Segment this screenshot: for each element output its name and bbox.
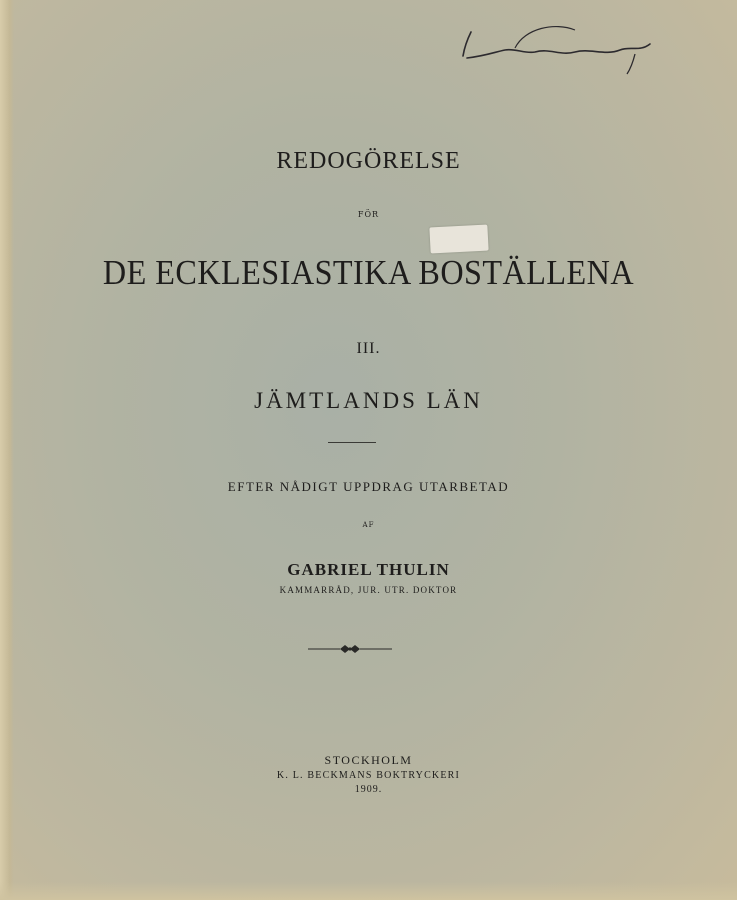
main-title: DE ECKLESIASTIKA BOSTÄLLENA [102,253,635,292]
region-title: JÄMTLANDS LÄN [254,388,483,413]
title-for: FÖR [357,210,380,219]
divider-rule [328,442,376,443]
author-name: GABRIEL THULIN [287,560,450,579]
page-edge-bottom [0,882,737,900]
tape-patch [429,225,488,254]
ornament-divider [300,642,400,656]
title-line-1: REDOGÖRELSE [276,148,461,174]
volume-number: III. [356,340,381,357]
author-title: KAMMARRÅD, JUR. UTR. DOKTOR [279,585,458,595]
handwritten-signature [455,18,655,78]
publication-city: STOCKHOLM [324,753,413,767]
by-line: AF [362,521,375,529]
publication-year: 1909. [354,784,383,795]
printer-name: K. L. BECKMANS BOKTRYCKERI [276,770,461,781]
commission-line: EFTER NÅDIGT UPPDRAG UTARBETAD [227,479,510,494]
